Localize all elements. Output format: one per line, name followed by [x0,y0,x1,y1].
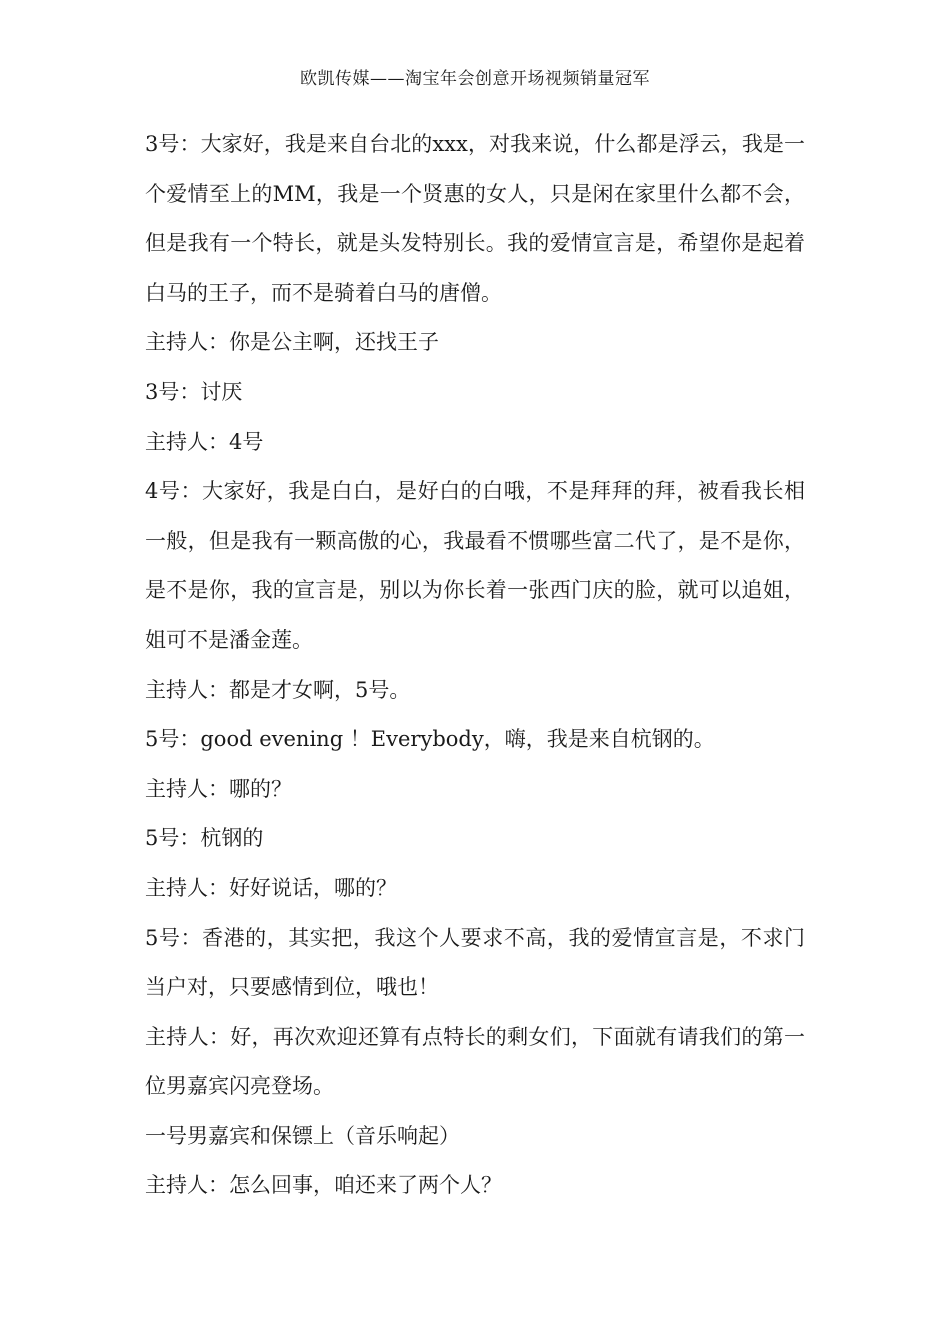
paragraph: 5号：good evening ！Everybody，嗨，我是来自杭钢的。 [145,727,715,752]
paragraph: 主持人：好好说话，哪的？ [145,875,397,900]
paragraph: 5号：杭钢的 [145,826,264,851]
paragraph: 4号：大家好，我是白白，是好白的白哦，不是拜拜的拜，被看我长相一般，但是我有一颗高傲的心，我最看不惯哪些富二代了，是不是你，是不是你，我的宣言是，别以为你长着一张西门庆的脸，就可以追姐，姐可不是潘金莲。 [145,479,805,652]
paragraph: 主持人：你是公主啊，还找王子 [145,330,439,355]
paragraph: 主持人：怎么回事，咱还来了两个人？ [145,1173,502,1198]
paragraph: 3号：讨厌 [145,379,243,404]
document-body [145,120,805,1211]
paragraph: 5号：香港的，其实把，我这个人要求不高，我的爱情宣言是，不求门当户对，只要感情到位，哦也！ [145,925,805,1000]
paragraph: 主持人：好，再次欢迎还算有点特长的剩女们，下面就有请我们的第一位男嘉宾闪亮登场。 [145,1024,805,1099]
paragraph: 主持人：哪的？ [145,776,292,801]
paragraph: 一号男嘉宾和保镖上（音乐响起） [145,1123,460,1148]
paragraph: 主持人：4号 [145,429,264,454]
page-header: 欧凯传媒——淘宝年会创意开场视频销量冠军 [300,69,650,89]
paragraph: 主持人：都是才女啊，5号。 [145,677,411,702]
paragraph: 3号：大家好，我是来自台北的xxx，对我来说，什么都是浮云，我是一个爱情至上的MM，我是一个贤惠的女人，只是闲在家里什么都不会，但是我有一个特长，就是头发特别长。我的爱情宣言是，希望你是起着白马的王子，而不是骑着白马的唐僧。 [145,132,805,305]
